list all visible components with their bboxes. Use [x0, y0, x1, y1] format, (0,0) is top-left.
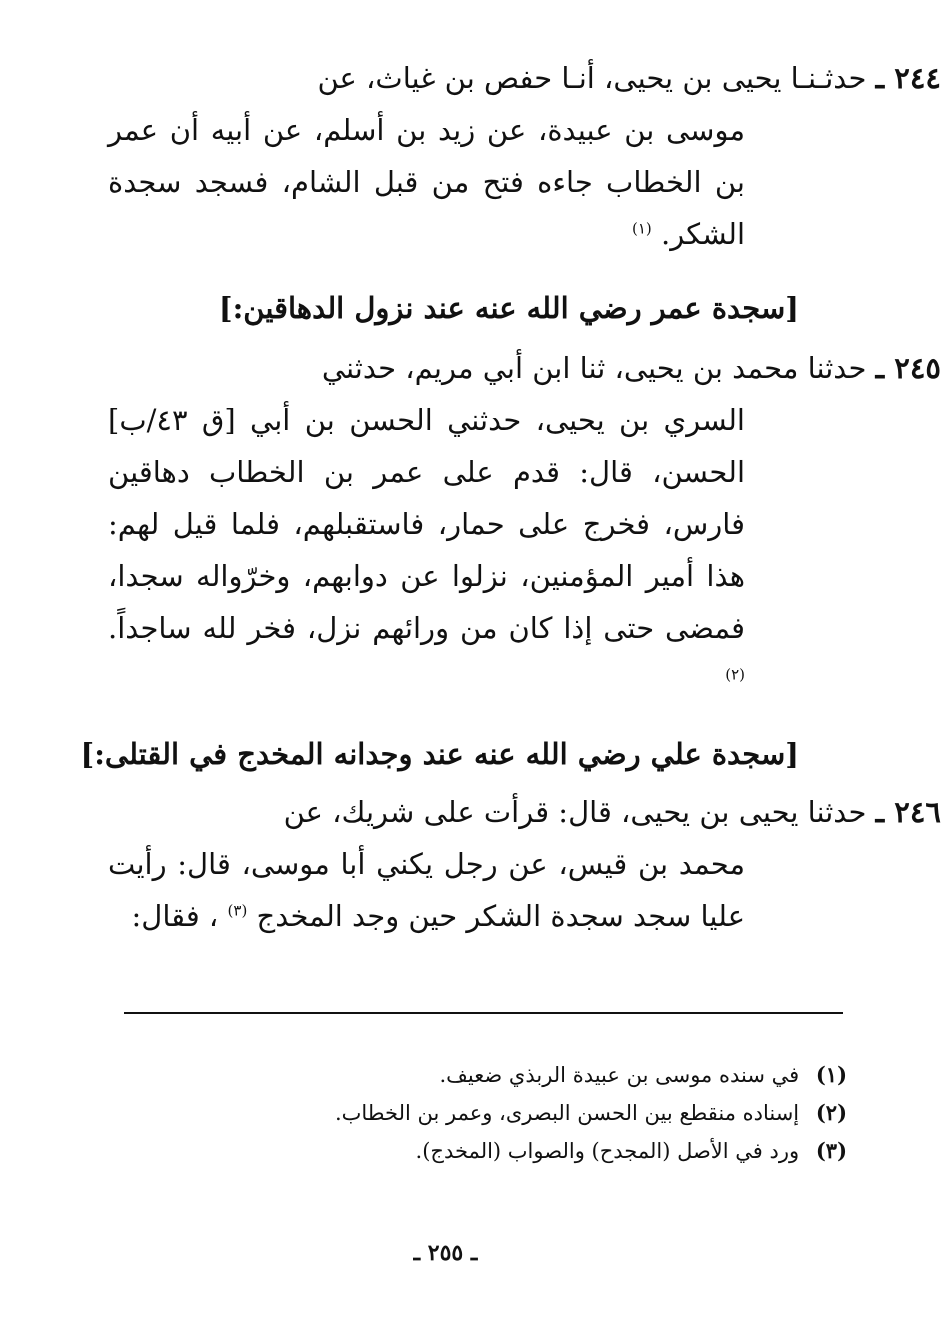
entry-body — [108, 394, 843, 706]
entry-text: السري بن يحيى، حدثني الحسن بن أبي [ق ٤٣/ب] الحسن، قال: قدم على عمر بن الخطاب دهاقين فارس، فخرج على حمار، فاستقبلهم، فلما قيل لهم: هذا أمير المؤمنين، نزلوا عن دوابهم، وخرّواله سجدا، فمضى حتى إذا كان من ورائهم نزل، فخر لله ساجداً. — [108, 403, 745, 645]
footnote-mark: (١) — [815, 1062, 847, 1087]
entry-first-line-text: حدثـنـا يحيى بن يحيى، أنـا حفص بن غياث، عن — [317, 61, 867, 95]
footnotes — [120, 1056, 847, 1170]
footnote-reference: (٣) — [227, 901, 248, 920]
entry-first-line-text: حدثنا يحيى بن يحيى، قال: قرأت على شريك، عن — [283, 795, 867, 829]
hadith-entry-246 — [108, 786, 941, 942]
footnote-mark: (٢) — [815, 1100, 847, 1125]
entry-text: محمد بن قيس، عن رجل يكني أبا موسى، قال: رأيت عليا سجد سجدة الشكر حين وجد المخدج — [108, 847, 745, 933]
hadith-entry-245 — [108, 342, 941, 706]
entry-body — [108, 104, 843, 260]
section-heading: [سجدة علي رضي الله عنه عند وجدانه المخدج في القتلى:] — [80, 737, 799, 771]
entry-number: ٢٤٤ ـ — [875, 61, 941, 95]
entry-body — [108, 838, 843, 942]
entry-text-continued: ، فقال: — [131, 899, 219, 933]
entry-first-line — [108, 342, 941, 394]
entry-number: ٢٤٥ ـ — [875, 351, 941, 385]
footnote-mark: (٣) — [815, 1138, 847, 1163]
footnote-text: إسناده منقطع بين الحسن البصرى، وعمر بن الخطاب. — [334, 1101, 800, 1125]
footnote-item — [120, 1132, 847, 1170]
footnote-text: ورد في الأصل (المجدح) والصواب (المخدج). — [415, 1139, 800, 1163]
hadith-entry-244 — [108, 52, 941, 260]
entry-first-line — [108, 786, 941, 838]
footnote-item — [120, 1094, 847, 1132]
entry-text: موسى بن عبيدة، عن زيد بن أسلم، عن أبيه أن عمر بن الخطاب جاءه فتح من قبل الشام، فسجد سجدة الشكر. — [108, 113, 745, 251]
entry-first-line-text: حدثنا محمد بن يحيى، ثنا ابن أبي مريم، حدثني — [321, 351, 867, 385]
section-heading: [سجدة عمر رضي الله عنه عند نزول الدهاقين:] — [218, 291, 799, 325]
footnote-divider — [124, 1012, 843, 1014]
footnote-reference: (١) — [632, 219, 652, 238]
entry-first-line — [108, 52, 941, 104]
page-number: ـ ٢٥٥ ـ — [413, 1240, 478, 1266]
footnote-reference: (٢) — [725, 665, 745, 684]
footnote-item — [120, 1056, 847, 1094]
footnote-text: في سنده موسى بن عبيدة الربذي ضعيف. — [439, 1063, 800, 1087]
entry-number: ٢٤٦ ـ — [875, 795, 941, 829]
